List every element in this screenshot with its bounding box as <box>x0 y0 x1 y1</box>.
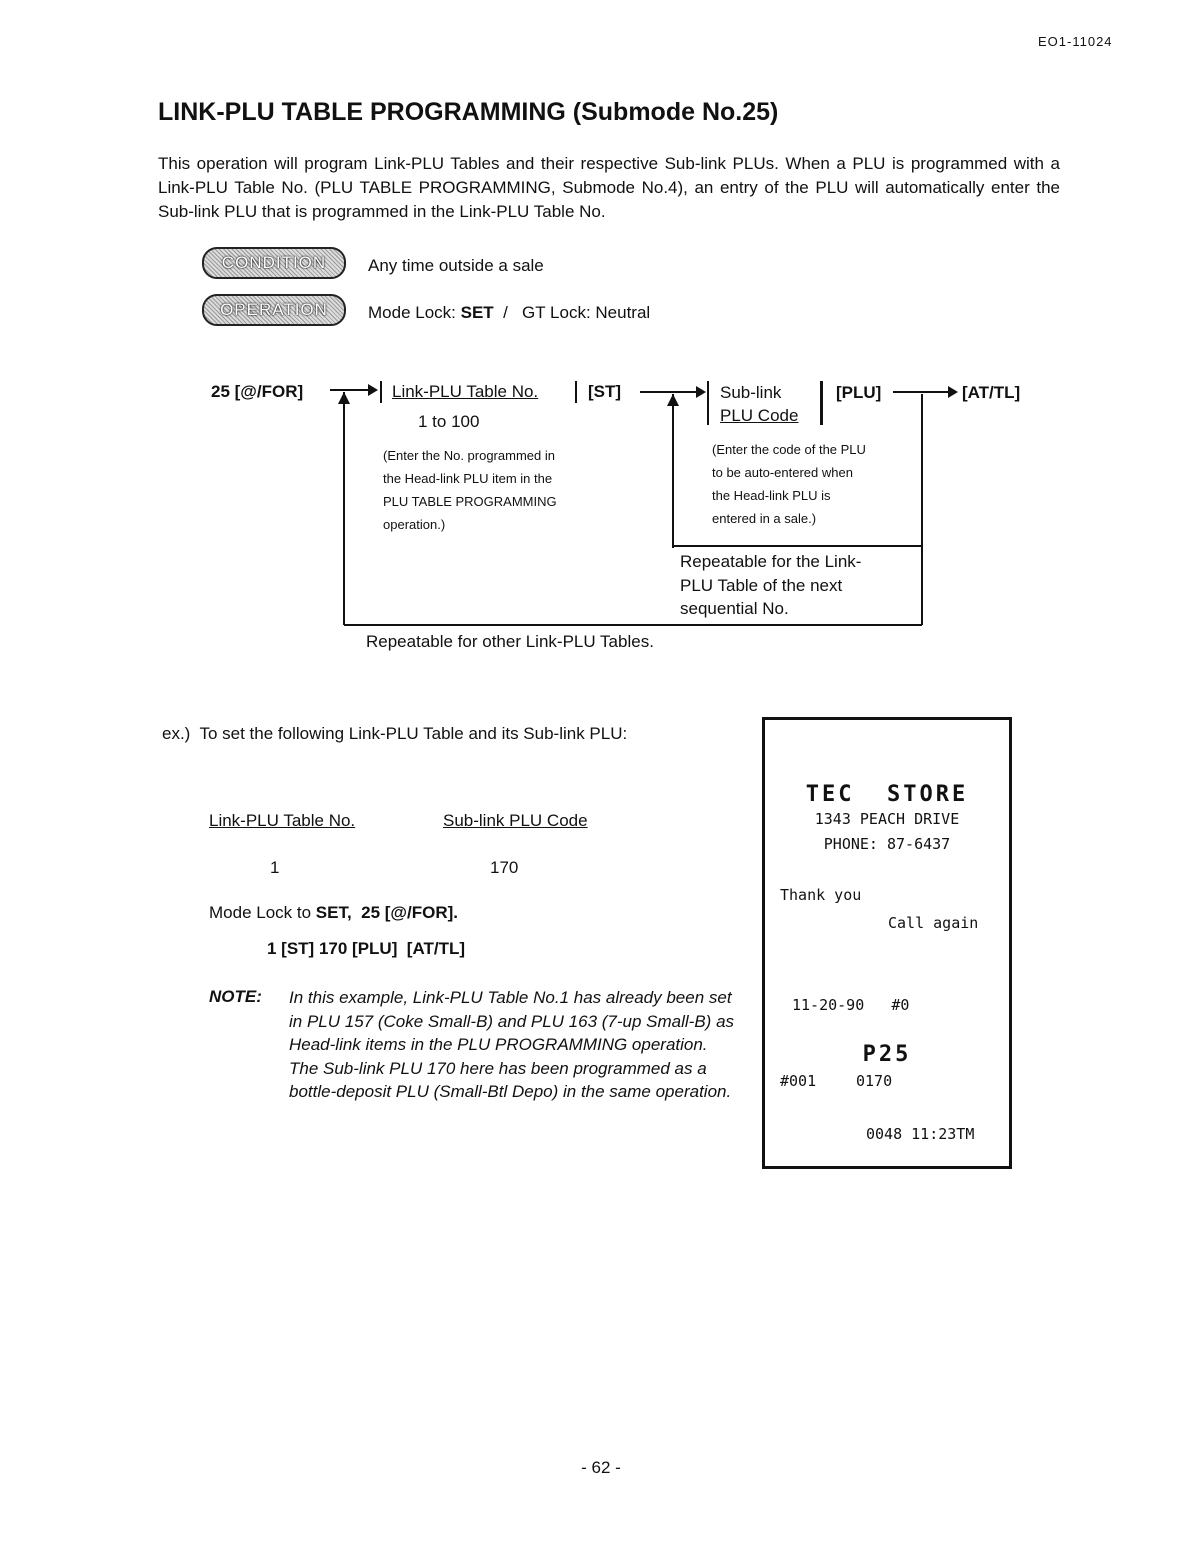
flow-plu-code-label: PLU Code <box>720 406 799 425</box>
receipt-line-right: 0170 <box>856 1072 893 1090</box>
condition-badge: CONDITION <box>202 247 346 279</box>
note-text: In this example, Link-PLU Table No.1 has already been set in PLU 157 (Coke Small-B) and PLU 163 (7-up Small-B) as Head-link items in the PLU PROGRAMMING operation. The Sub-link PLU 170 here has been programmed as a bottle-deposit PLU (Small-Btl Depo) in the same operation. <box>289 988 735 1101</box>
receipt-call-again: Call again <box>888 914 979 932</box>
receipt-address: 1343 PEACH DRIVE <box>814 810 960 828</box>
example-col2-value: 170 <box>490 858 519 877</box>
flow-attl-key: [AT/TL] <box>962 383 1021 402</box>
sublink-note: (Enter the code of the PLU to be auto-entered when the Head-link PLU is entered in a sale.) <box>712 442 866 526</box>
note-label: NOTE: <box>209 987 262 1006</box>
flow-lines <box>0 0 1202 700</box>
flow-start-key: 25 [@/FOR] <box>211 382 304 401</box>
flow-plu-key: [PLU] <box>836 383 882 402</box>
receipt-line-left: #001 <box>780 1072 817 1090</box>
receipt-mode: P25 <box>862 1042 912 1067</box>
receipt-date: 11-20-90 #0 <box>792 996 910 1014</box>
flow-table-no: Link-PLU Table No. <box>392 382 539 401</box>
document-number: EO1-11024 <box>1038 34 1113 49</box>
example-step1: Mode Lock to SET, 25 [@/FOR]. <box>209 903 458 922</box>
repeat-outer-text: Repeatable for other Link-PLU Tables. <box>366 632 654 651</box>
receipt-thanks: Thank you <box>780 886 862 904</box>
condition-text: Any time outside a sale <box>368 256 544 275</box>
flow-range: 1 to 100 <box>418 412 480 431</box>
repeat-inner-text: Repeatable for the Link- PLU Table of the next sequential No. <box>680 552 862 618</box>
operation-text: Mode Lock: SET / GT Lock: Neutral <box>368 303 651 322</box>
page-title: LINK-PLU TABLE PROGRAMMING (Submode No.25) <box>158 98 779 126</box>
receipt-phone: PHONE: 87-6437 <box>823 835 951 853</box>
example-intro: ex.) To set the following Link-PLU Table and its Sub-link PLU: <box>162 724 628 743</box>
page-number: - 62 - <box>581 1458 621 1477</box>
flow-st-key: [ST] <box>588 382 622 401</box>
example-step2: 1 [ST] 170 [PLU] [AT/TL] <box>267 939 466 958</box>
example-col1-header: Link-PLU Table No. <box>209 811 356 830</box>
example-col2-header: Sub-link PLU Code <box>443 811 588 830</box>
intro-paragraph: This operation will program Link-PLU Tables and their respective Sub-link PLUs. When a PLU is programmed with a Link-PLU Table No. (PLU TABLE PROGRAMMING, Submode No.4), an entry of the PLU will automatically enter the Sub-link PLU that is programmed in the Link-PLU Table No. <box>158 154 1060 221</box>
receipt-store: TEC STORE <box>805 782 969 807</box>
operation-badge: OPERATION <box>202 294 346 326</box>
table-no-note: (Enter the No. programmed in the Head-link PLU item in the PLU TABLE PROGRAMMING operation.) <box>383 448 557 532</box>
receipt-footer: 0048 11:23TM <box>866 1125 975 1143</box>
flow-sublink-label: Sub-link <box>720 383 782 402</box>
example-col1-value: 1 <box>270 858 280 877</box>
